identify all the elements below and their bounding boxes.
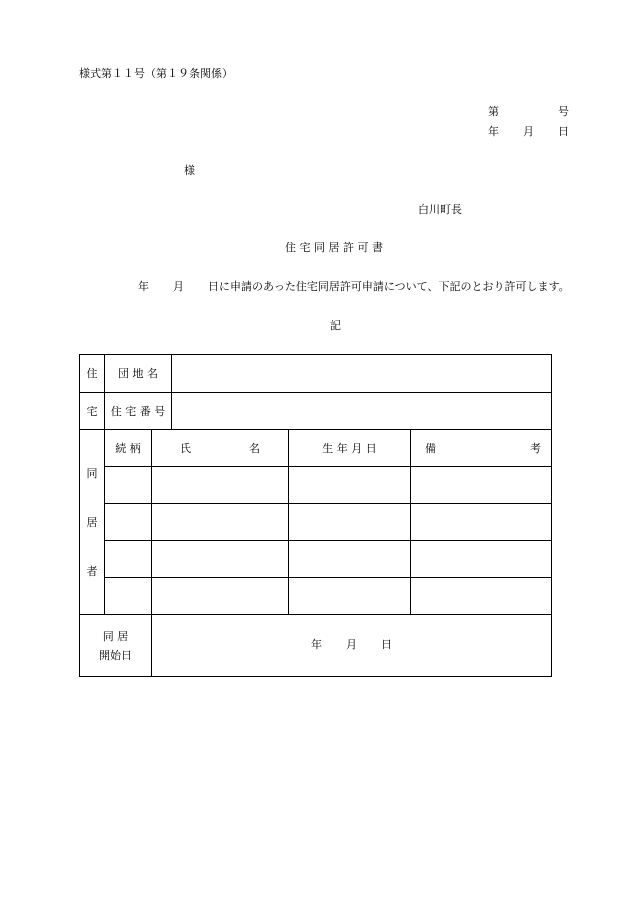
danchi-value [172, 355, 552, 393]
body-year: 年 [138, 280, 149, 293]
header-name-2: 名 [249, 441, 260, 455]
body-sentence: 日に申請のあった住宅同居許可申請について、下記のとおり許可します。 [208, 280, 570, 293]
row-birth [289, 578, 411, 615]
cohabitant-char-2: 居 [86, 515, 98, 529]
row-relation [105, 504, 152, 541]
start-label-line1: 同 居 [102, 629, 129, 643]
issue-date-day: 日 [558, 125, 569, 138]
row-birth [289, 541, 411, 578]
row-relation [105, 467, 152, 504]
start-date-day: 日 [381, 637, 392, 651]
issuer: 白川町長 [418, 203, 462, 216]
header-birth: 生 年 月 日 [289, 430, 411, 467]
addressee-suffix: 様 [184, 164, 195, 177]
header-remarks-2: 考 [530, 441, 541, 455]
table-row [80, 541, 552, 578]
start-date-label [80, 615, 152, 677]
housing-section-char1: 住 [80, 355, 105, 393]
row-name [152, 578, 289, 615]
row-relation [105, 578, 152, 615]
cohabitant-char-3: 者 [86, 564, 98, 578]
housing-number-label: 住 宅 番 号 [105, 393, 172, 430]
housing-section-char2: 宅 [80, 393, 105, 430]
issue-date-year: 年 [488, 125, 499, 138]
cohabitant-char-1: 同 [86, 466, 98, 480]
table-row [80, 504, 552, 541]
start-date-table [79, 614, 552, 677]
number-suffix: 号 [558, 105, 569, 118]
row-relation [105, 541, 152, 578]
document-title: 住 宅 同 居 許 可 書 [285, 241, 383, 254]
row-remarks [411, 578, 552, 615]
form-id: 様式第１１号（第１９条関係） [79, 67, 233, 80]
housing-number-value [172, 393, 552, 430]
table-row [80, 578, 552, 615]
ki-label: 記 [330, 319, 341, 332]
housing-table [79, 354, 552, 430]
body-month: 月 [173, 280, 184, 293]
row-remarks [411, 541, 552, 578]
row-remarks [411, 504, 552, 541]
cohabitant-table [79, 429, 552, 615]
header-name [152, 430, 289, 467]
cohabitant-section [80, 430, 105, 615]
row-birth [289, 467, 411, 504]
issue-date-month: 月 [523, 125, 534, 138]
row-name [152, 467, 289, 504]
start-label-line2: 開始日 [99, 648, 132, 662]
header-relation: 続 柄 [105, 430, 152, 467]
number-prefix: 第 [488, 105, 499, 118]
row-remarks [411, 467, 552, 504]
start-date-year: 年 [311, 637, 322, 651]
table-row [80, 467, 552, 504]
start-date-month: 月 [346, 637, 357, 651]
danchi-label: 団 地 名 [105, 355, 172, 393]
row-birth [289, 504, 411, 541]
header-name-1: 氏 [180, 441, 191, 455]
row-name [152, 504, 289, 541]
row-name [152, 541, 289, 578]
header-remarks-1: 備 [425, 441, 436, 455]
start-date-value [152, 615, 552, 677]
header-remarks [411, 430, 552, 467]
